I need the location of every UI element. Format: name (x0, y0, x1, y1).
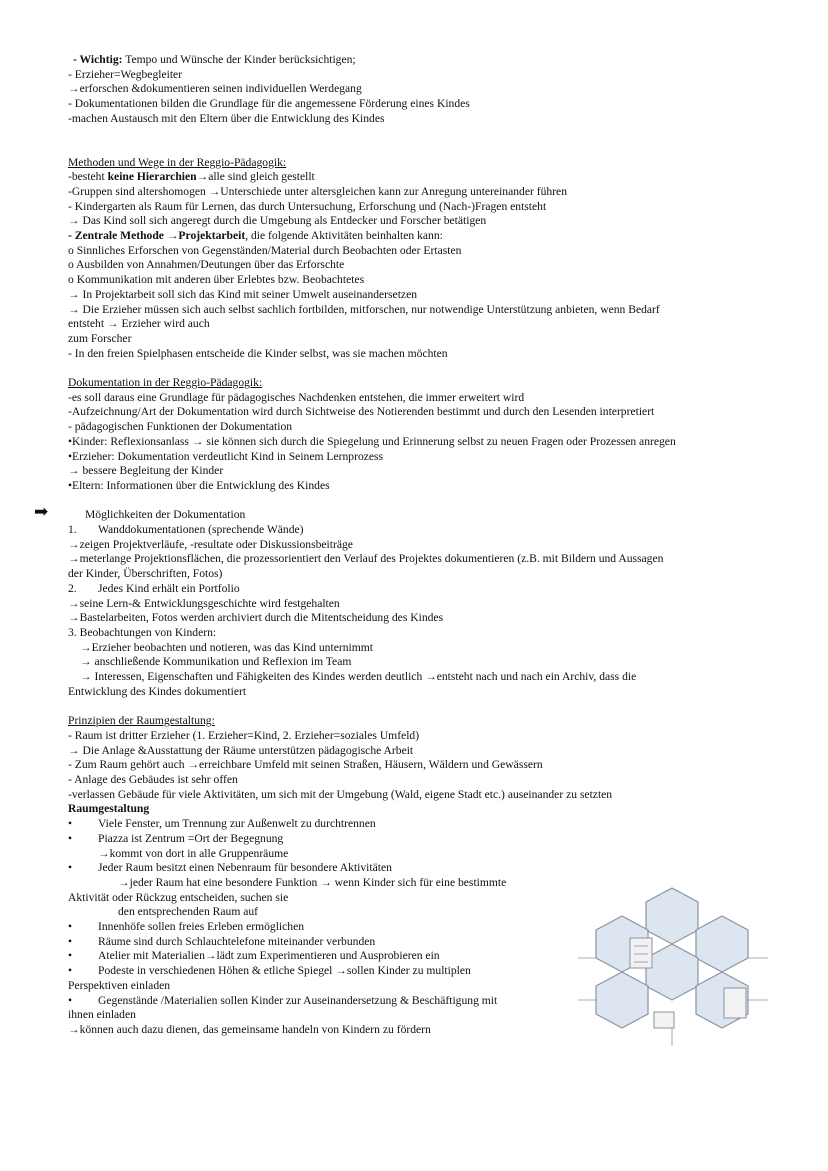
bullet-piazza: • Piazza ist Zentrum =Ort der Begegnung (68, 832, 748, 847)
line-projektionsflaechen: →meterlange Projektionsflächen, die prozessorientiert den Verlauf des Projektes dokumentieren (z.B. mit Bildern und Aussagen (68, 552, 664, 566)
line-archiv: Entwicklung des Kindes dokumentiert (68, 684, 247, 698)
line-interessen: → Interessen, Eigenschaften und Fähigkeiten des Kindes werden deutlich →entsteht nach und nach ein Archiv, dass die (80, 670, 637, 684)
line-forscher-1: entsteht → Erzieher wird auch (68, 317, 210, 331)
line-forscher-2: zum Forscher (68, 331, 132, 345)
line-perspektiven: Perspektiven einladen (68, 978, 171, 992)
heading-methoden: Methoden und Wege in der Reggio-Pädagogik: (68, 155, 287, 169)
heading-moeglichkeiten: Möglichkeiten der Dokumentation (85, 508, 246, 522)
subheading-raumgestaltung: Raumgestaltung (68, 802, 150, 816)
line-raum-auf: den entsprechenden Raum auf (118, 905, 259, 919)
line-beobachtungen: 3. Beobachtungen von Kindern: (68, 625, 217, 639)
arrow-marker-icon: ➡ (34, 502, 49, 521)
line-zentrale-methode: - Zentrale Methode →Projektarbeit, die folgende Aktivitäten beinhalten kann: (68, 229, 443, 243)
line-begleitung: → bessere Begleitung der Kinder (68, 464, 224, 478)
line-einladen: ihnen einladen (68, 1008, 136, 1022)
bullet-innenhoefe: • Innenhöfe sollen freies Erleben ermöglichen (68, 920, 748, 935)
list-item-wanddoku: 1. Wanddokumentationen (sprechende Wände) (68, 523, 304, 537)
line-notieren: →Erzieher beobachten und notieren, was das Kind unternimmt (80, 640, 373, 654)
line-ausbilden: o Ausbilden von Annahmen/Deutungen über das Erforschte (68, 258, 345, 272)
line-entdecker: → Das Kind soll sich angeregt durch die Umgebung als Entdecker und Forscher betätigen (68, 214, 487, 228)
line-offen: - Anlage des Gebäudes ist sehr offen (68, 773, 238, 786)
line-aufzeichnung: -Aufzeichnung/Art der Dokumentation wird durch Sichtweise des Notierenden bestimmt und durch den Lesenden interpretiert (68, 405, 655, 419)
line-rueckzug: Aktivität oder Rückzug entscheiden, suchen sie (68, 890, 289, 904)
line-eltern: •Eltern: Informationen über die Entwicklung des Kindes (68, 478, 330, 492)
line-erforschen: →erforschen &dokumentieren seinen individuellen Werdegang (68, 82, 362, 96)
bullet-gegenstaende: • Gegenstände /Materialien sollen Kinder zur Auseinandersetzung & Beschäftigung mit (68, 994, 748, 1009)
line-funktion: →jeder Raum hat eine besondere Funktion → wenn Kinder sich für eine bestimmte (118, 875, 507, 889)
heading-raumgestaltung: Prinzipien der Raumgestaltung: (68, 714, 215, 728)
line-verlassen: -verlassen Gebäude für viele Aktivitäten, um sich mit der Umgebung (Wald, eigene Stadt etc.) auseinander zu setzten (68, 787, 613, 801)
bullet-schlauchtelefone: • Räume sind durch Schlauchtelefone miteinander verbunden (68, 935, 748, 950)
heading-dokumentation: Dokumentation in der Reggio-Pädagogik: (68, 376, 263, 390)
line-ueberschriften: der Kinder, Überschriften, Fotos) (68, 567, 223, 581)
bullet-podeste: • Podeste in verschiedenen Höhen & etliche Spiegel →sollen Kinder zu multiplen (68, 964, 748, 979)
line-lerngeschichte: →seine Lern-& Entwicklungsgeschichte wird festgehalten (68, 596, 340, 610)
line-wegbegleiter: - Erzieher=Wegbegleiter (68, 67, 183, 81)
list-item-portfolio: 2. Jedes Kind erhält ein Portfolio (68, 581, 240, 595)
bullet-fenster: • Viele Fenster, um Trennung zur Außenwelt zu durchtrennen (68, 817, 748, 832)
line-wichtig: - Wichtig: Tempo und Wünsche der Kinder berücksichtigen; (73, 53, 356, 66)
line-funktionen: - pädagogischen Funktionen der Dokumentation (68, 420, 293, 434)
line-gruppen: -Gruppen sind altershomogen →Unterschiede unter altersgleichen kann zur Anregung untereinander führen (68, 184, 568, 198)
line-bastelarbeiten: →Bastelarbeiten, Fotos werden archiviert durch die Mitentscheidung des Kindes (68, 611, 444, 625)
floor-plan-image (574, 880, 770, 1050)
line-projektarbeit: → In Projektarbeit soll sich das Kind mit seiner Umwelt auseinandersetzen (68, 287, 418, 301)
line-nachdenken: -es soll daraus eine Grundlage für pädagogisches Nachdenken entstehen, die immer erweitert wird (68, 390, 525, 404)
line-sinnliches: o Sinnliches Erforschen von Gegenständen/Material durch Beobachten oder Ertasten (68, 243, 462, 257)
bullet-atelier: • Atelier mit Materialien→lädt zum Experimentieren und Ausprobieren ein (68, 949, 748, 964)
line-anlage-ausstattung: → Die Anlage &Ausstattung der Räume unterstützen pädagogische Arbeit (68, 743, 414, 757)
line-fortbilden: → Die Erzieher müssen sich auch selbst sachlich fortbilden, mitforschen, nur notwendige Unterstützung anbieten, wenn Bedarf (68, 302, 660, 316)
line-austausch: -machen Austausch mit den Eltern über die Entwicklung des Kindes (68, 111, 385, 125)
line-kommunikation: o Kommunikation mit anderen über Erlebtes bzw. Beobachtetes (68, 273, 365, 287)
line-kindergarten: - Kindergarten als Raum für Lernen, das durch Untersuchung, Erforschung und (Nach-)Fragen entsteht (68, 199, 547, 213)
line-projektverlaeufe: →zeigen Projektverläufe, -resultate oder Diskussionsbeiträge (68, 537, 353, 551)
line-gemeinsam: →können auch dazu dienen, das gemeinsame handeln von Kindern zu fördern (68, 1022, 431, 1036)
bullet-nebenraum: • Jeder Raum besitzt einen Nebenraum für besondere Aktivitäten (68, 861, 748, 876)
line-umfeld: - Zum Raum gehört auch →erreichbare Umfeld mit seinen Straßen, Häusern, Wäldern und Gewässern (68, 758, 543, 772)
line-kinder: •Kinder: Reflexionsanlass → sie können sich durch die Spiegelung und Erinnerung selbst zu neuen Fragen oder Prozessen anregen (68, 434, 676, 448)
line-grundlage: - Dokumentationen bilden die Grundlage für die angemessene Förderung eines Kindes (68, 97, 470, 111)
line-reflexion: → anschließende Kommunikation und Reflexion im Team (80, 655, 352, 669)
line-hierarchien: -besteht keine Hierarchien→alle sind gleich gestellt (68, 170, 315, 184)
line-dritter-erzieher: - Raum ist dritter Erzieher (1. Erzieher=Kind, 2. Erzieher=soziales Umfeld) (68, 728, 420, 742)
line-erzieher: •Erzieher: Dokumentation verdeutlicht Kind in Seinem Lernprozess (68, 449, 384, 463)
line-spielphasen: - In den freien Spielphasen entscheide die Kinder selbst, was sie machen möchten (68, 346, 448, 360)
line-gruppenraeume: →kommt von dort in alle Gruppenräume (98, 846, 289, 860)
